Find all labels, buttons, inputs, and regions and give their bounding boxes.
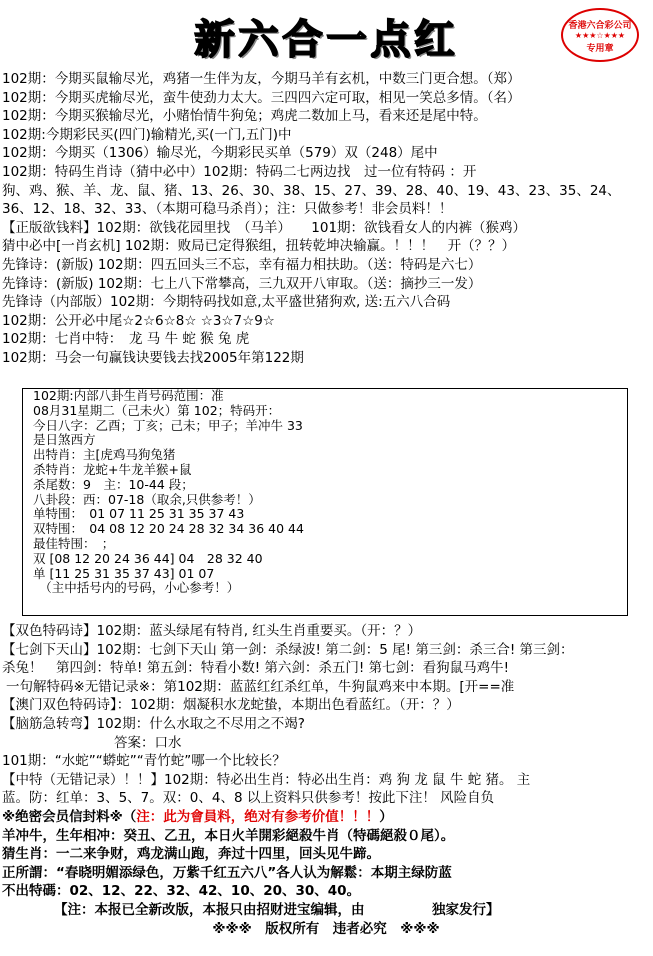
page-title: 新六合一点红	[194, 17, 459, 63]
footer-note: 【注：本报已全新改版，本报只由招财进宝编辑，由 独家发行】	[54, 901, 500, 918]
box-line: 今日八字：乙酉；丁亥；己未；甲子；羊冲牛 33	[33, 418, 303, 433]
text-line: 一句解特码※无错记录※：第102期：蓝蓝红红杀红单，牛狗鼠鸡来中本期。[开==准	[6, 678, 515, 695]
text-line: 【双色特码诗】102期：蓝头绿尾有特肖, 红头生肖重要买。（开：？）	[2, 623, 422, 639]
bottom-prediction-list	[2, 622, 650, 938]
text-line: 102期：今期买猴输尽光，小赌怡情牛狗兔；鸡虎二数加上马，看来还是尾中特。	[2, 108, 487, 125]
seal-bottom-text: 专用章	[586, 44, 614, 54]
text-line: 102期：今期买鼠输尽光，鸡猪一生伴为友，今期马羊有玄机，中数三门更合想。（郑）	[2, 71, 521, 87]
text-line: 【澳门双色特码诗】：102期：烟凝积水龙蛇蛰，本期出色看蓝红。（开：？）	[2, 697, 460, 714]
notice-red-text: 注：此为會員料，绝对有参考价值！！！	[136, 808, 380, 825]
box-line: （主中括号内的号码，小心参考！）	[33, 581, 240, 596]
text-line: 102期：今期买（1306）输尽光，今期彩民买单（579）双（248）尾中	[2, 145, 438, 162]
bagua-info-box	[22, 388, 628, 616]
text-line: 杀兔！ 第四剑：特单! 第五剑：特看小数! 第六剑：杀五门! 第七剑：看狗鼠马鸡牛!	[2, 660, 510, 677]
text-line: 36、12、18、32、33、（本期可稳马杀肖）；注：只做参考！非会员料！！	[2, 201, 453, 218]
text-line: 猜中必中[一肖玄机] 102期：败局已定得猴组，扭转乾坤决输赢。！！！ 开（？？）	[2, 238, 516, 255]
member-notice	[2, 808, 650, 827]
text-line: 【中特（无错记录）！！】102期：特必出生肖：特必出生肖：鸡 狗 龙 鼠 牛 蛇 猪。 主	[2, 771, 531, 788]
text-line: 102期：马会一句赢钱诀要钱去找2005年第122期	[2, 349, 304, 366]
box-line: 杀特肖：龙蛇+牛龙羊猴+鼠	[33, 462, 192, 477]
top-prediction-list	[2, 70, 650, 368]
text-line: 101期：“水蛇”“蟒蛇”“青竹蛇”哪一个比较长？	[2, 753, 286, 770]
text-line: 狗、鸡、猴、羊、龙、鼠、猪、13、26、30、38、15、27、39、28、40、19、43、23、35、24、	[2, 182, 621, 199]
box-line: 双特围： 04 08 12 20 24 28 32 34 36 40 44	[33, 522, 304, 537]
box-line: 是日煞西方	[33, 433, 96, 448]
box-line: 单特围： 01 07 11 25 31 35 37 43	[33, 507, 245, 522]
company-seal	[561, 8, 639, 62]
text-line: 蓝。防：红单：3、5、7。双：0、4、8 以上资料只供参考！按此下注！ 风险自负	[2, 790, 495, 807]
notice-prefix: ※绝密会员信封料※（	[2, 808, 137, 825]
riddle-answer: 答案：口水	[114, 734, 182, 751]
seal-top-text: 香港六合彩公司	[568, 21, 632, 31]
bold-line: 猜生肖：一二来争财，鸡龙满山跑，奔过十四里，回头见牛蹄。	[2, 846, 380, 863]
box-line: 杀尾数：9 主：10-44 段；	[33, 477, 194, 492]
text-line: 【正版欲钱料】102期：欲钱花园里找 （马羊） 101期：欲钱看女人的内裤（猴鸡）	[2, 219, 527, 236]
text-line: 102期：今期买虎输尽光，蛮牛使劲力太大。三四四六定可取，相见一笑总多情。（名）	[2, 89, 521, 106]
box-line: 102期:内部八卦生肖号码范围：准	[33, 389, 224, 403]
text-line: 先锋诗：(新版) 102期：四五回头三不忘，幸有福力相扶助。（送：特码是六七）	[2, 256, 482, 273]
box-line: 出特肖：主[虎鸡马狗兔猪	[33, 448, 176, 463]
text-line: 102期：公开必中尾☆2☆6☆8☆ ☆3☆7☆9☆	[2, 312, 275, 329]
box-line: 双 [08 12 20 24 36 44] 04 28 32 40	[33, 551, 263, 566]
copyright-line: ※※※ 版权所有 违者必究 ※※※	[212, 920, 440, 937]
text-line: 先锋诗：(新版) 102期：七上八下常攀高，三九双开八审取。（送：摘抄三一发）	[2, 275, 482, 292]
box-line: 08月31星期二（己未火）第 102；特码开：	[33, 403, 281, 418]
text-line: 先锋诗（内部版）102期：今期特码找如意,太平盛世猪狗欢, 送:五六八合码	[2, 294, 451, 311]
box-line: 单 [11 25 31 35 37 43] 01 07	[33, 566, 215, 581]
seal-stars: ★★★☆★★★	[574, 31, 626, 40]
bold-line: 不出特碼：02、12、22、32、42、10、20、30、40。	[2, 883, 361, 900]
text-line: 102期:今期彩民买(四门)输精光,买(一门,五门)中	[2, 126, 292, 143]
text-line: 【七剑下天山】102期：七剑下天山 第一剑：杀绿波! 第二剑：5 尾! 第三剑：杀三合! 第三剑：	[2, 641, 574, 658]
box-line: 八卦段：西：07-18（取余,只供参考！）	[33, 492, 261, 507]
bold-line: 羊冲牛，生年相冲：癸丑、乙丑，本日火羊開彩絕殺牛肖（特碼絕殺０尾）。	[2, 827, 455, 844]
notice-suffix: ）	[379, 808, 393, 825]
box-line: 最佳特围： ；	[33, 536, 115, 551]
text-line: 102期：七肖中特： 龙 马 牛 蛇 猴 兔 虎	[2, 331, 250, 348]
text-line: 【脑筋急转弯】102期：什么水取之不尽用之不竭?	[2, 715, 305, 732]
bold-line: 正所謂：“春晓明媚添绿色，万紫千红五六八”各人认为解鬆：本期主绿防蓝	[2, 864, 452, 881]
text-line: 102期：特码生肖诗（猜中必中）102期：特码二七两边找 过一位有特码 ：开	[2, 163, 477, 180]
